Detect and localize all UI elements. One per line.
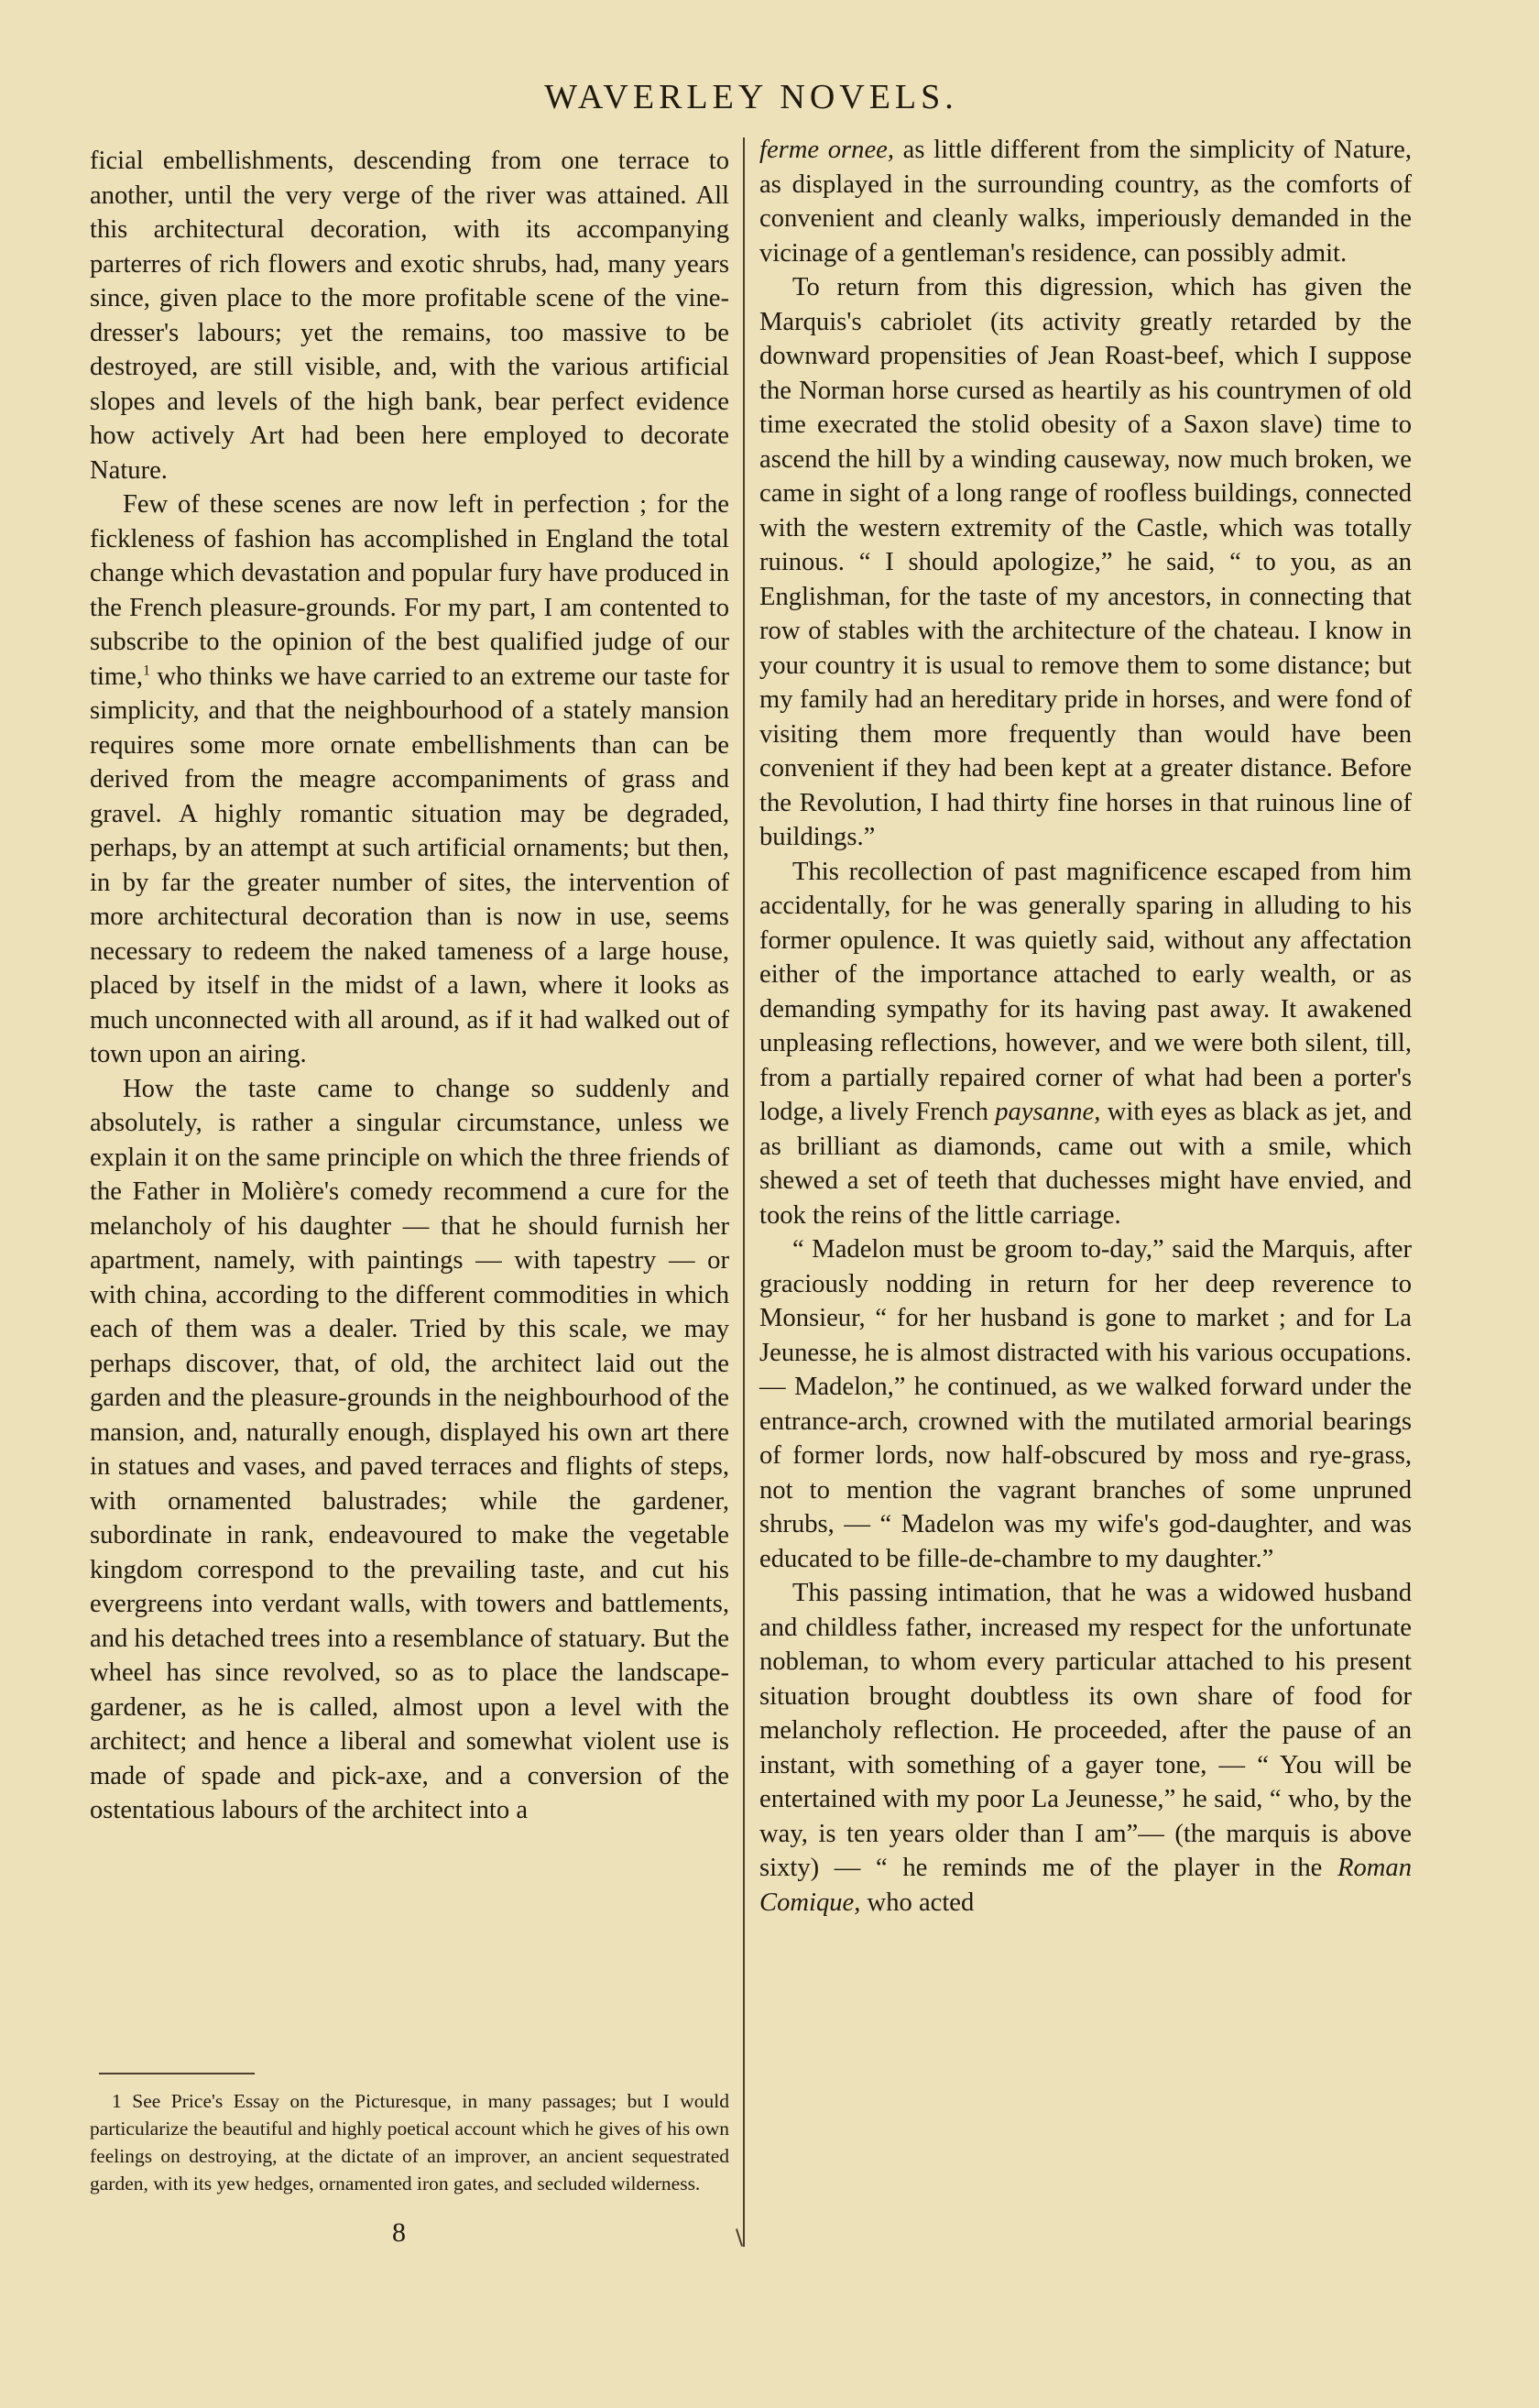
right-column: [759, 133, 1412, 1920]
page-number: 8: [392, 2217, 406, 2248]
footnote-reference: 1: [142, 662, 150, 678]
running-header: WAVERLEY NOVELS.: [544, 78, 958, 116]
footnote-rule: [99, 2073, 255, 2074]
paragraph: [759, 133, 1412, 270]
paragraph-text: with eyes as black as jet, and as brilliant as diamonds, came out with a smile, which shewed a set of teeth that duchesses might have envied, and took the reins of the little carriage.: [759, 1098, 1412, 1230]
footnote-text: 1 See Price's Essay on the Picturesque, in many passages; but I would particularize the beautiful and highly poetical account which he gives of his own feelings on destroying, at the dictate of an improver, an ancient sequestrated garden, with its yew hedges, ornamented iron gates, and secluded wilderness.: [90, 2090, 729, 2195]
column-divider: [743, 137, 745, 2247]
italic-title: Roman Comique,: [759, 1854, 1412, 1917]
left-column: [90, 144, 729, 1828]
paragraph: [759, 855, 1412, 1233]
paragraph: ficial embellishments, descending from one terrace to another, until the very verge of the river was attained. All this architectural decoration, with its accompanying parterres of rich flowers and exotic shrubs, had, many years since, given place to the more profitable scene of the vine-dresser's labours; yet the remains, too massive to be destroyed, are still visible, and, with the various artificial slopes and levels of the high bank, bear perfect evidence how actively Art had been here employed to decorate Nature.: [90, 147, 729, 485]
paragraph-text: Few of these scenes are now left in perfection ; for the fickleness of fashion has accomplished in England the total change which devastation and popular fury have produced in the French pleasure-grounds. For my part, I am contented to subscribe to the opinion of the best qualified judge of our time,: [90, 490, 729, 691]
paragraph-text: This passing intimation, that he was a widowed husband and childless father, increased my respect for the unfortunate nobleman, to whom every particular attached to his present situation brought doubtless its own share of food for melancholy reflection. He proceeded, after the pause of an instant, with something of a gayer tone, — “ You will be entertained with my poor La Jeunesse,” he said, “ who, by the way, is ten years older than I am”— (the marquis is above sixty) — “ he reminds me of the player in the: [759, 1579, 1412, 1882]
column-divider-tail: [736, 2228, 743, 2247]
italic-term: paysanne,: [995, 1098, 1101, 1126]
paragraph: [759, 1576, 1412, 1920]
paragraph: “ Madelon must be groom to-day,” said the Marquis, after graciously nodding in return for her deep reverence to Monsieur, “ for her husband is gone to market ; and for La Jeunesse, he is almost distracted with his various occupations. — Madelon,” he continued, as we walked forward under the entrance-arch, crowned with the mutilated armorial bearings of former lords, now half-obscured by moss and rye-grass, not to mention the vagrant branches of some unpruned shrubs, — “ Madelon was my wife's god-daughter, and was educated to be fille-de-chambre to my daughter.”: [759, 1235, 1412, 1573]
paragraph-text: This recollection of past magnificence escaped from him accidentally, for he was generally sparing in alluding to his former opulence. It was quietly said, without any affectation either of the importance attached to early wealth, or as demanding sympathy for its having past away. It awakened unpleasing reflections, however, and we were both silent, till, from a partially repaired corner of what had been a porter's lodge, a lively French: [759, 857, 1412, 1126]
paragraph-text: as little different from the simplicity of Nature, as displayed in the surrounding country, as the comforts of convenient and cleanly walks, imperiously demanded in the vicinage of a gentleman's residence, can possibly admit.: [759, 136, 1412, 268]
paragraph-text: who thinks we have carried to an extreme our taste for simplicity, and that the neighbourhood of a stately mansion requires some more ornate embellishments than can be derived from the meagre accompaniments of grass and gravel. A highly romantic situation may be degraded, perhaps, by an attempt at such artificial ornaments; but then, in by far the greater number of sites, the intervention of more architectural decoration than is now in use, seems necessary to redeem the naked tameness of a large house, placed by itself in the midst of a lawn, where it looks as much unconnected with all around, as if it had walked out of town upon an airing.: [90, 662, 729, 1068]
paragraph: How the taste came to change so suddenly and absolutely, is rather a singular circumstance, unless we explain it on the same principle on which the three friends of the Father in Molière's comedy recommend a cure for the melancholy of his daughter — that he should furnish her apartment, namely, with paintings — with tapestry — or with china, according to the different commodities in which each of them was a dealer. Tried by this scale, we may perhaps discover, that, of old, the architect laid out the garden and the pleasure-grounds in the neighbourhood of the mansion, and, naturally enough, displayed his own art there in statues and vases, and paved terraces and flights of steps, with ornamented balustrades; while the gardener, subordinate in rank, endeavoured to make the vegetable kingdom correspond to the prevailing taste, and cut his evergreens into verdant walls, with towers and battlements, and his detached trees into a resemblance of statuary. But the wheel has since revolved, so as to place the landscape-gardener, as he is called, almost upon a level with the architect; and hence a liberal and somewhat violent use is made of spade and pick-axe, and a conversion of the ostentatious labours of the architect into a: [90, 1074, 729, 1824]
paragraph-text: who acted: [860, 1888, 975, 1917]
footnote: [90, 2087, 729, 2197]
paragraph: [90, 487, 729, 1072]
paragraph: To return from this digression, which has given the Marquis's cabriolet (its activity greatly retarded by the downward propensities of Jean Roast-beef, which I suppose the Norman horse cursed as heartily as his countrymen of old time execrated the stolid obesity of a Saxon slave) time to ascend the hill by a winding causeway, now much broken, we came in sight of a long range of roofless buildings, connected with the western extremity of the Castle, which was totally ruinous. “ I should apologize,” he said, “ to you, as an Englishman, for the taste of my ancestors, in connecting that row of stables with the architecture of the chateau. I know in your country it is usual to remove them to some distance; but my family had an hereditary pride in horses, and were fond of visiting them more frequently than would have been convenient if they had been kept at a greater distance. Before the Revolution, I had thirty fine horses in that ruinous line of buildings.”: [759, 273, 1412, 851]
italic-term: ferme ornee,: [759, 136, 895, 164]
